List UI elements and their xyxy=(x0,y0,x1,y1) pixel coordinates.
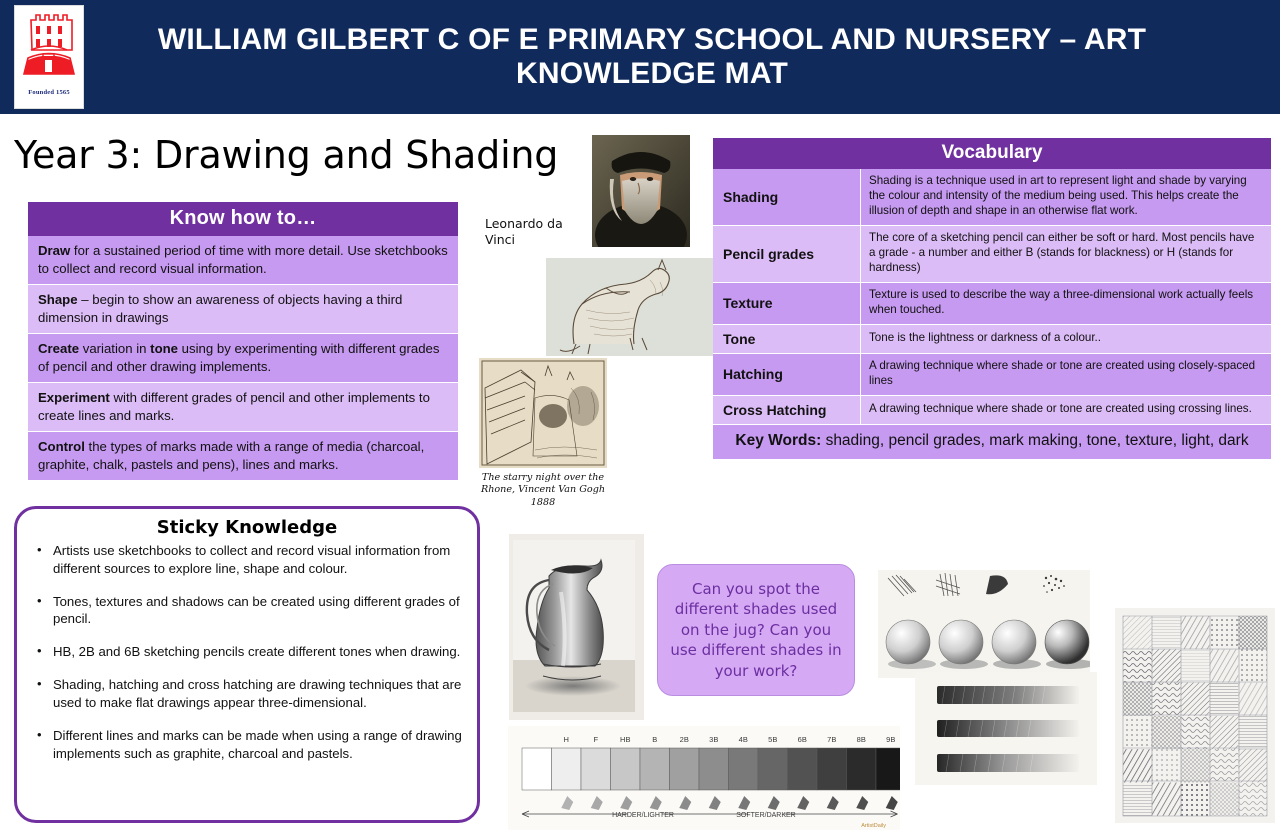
pencil-grade-label: 6B xyxy=(797,735,807,744)
vocabulary-row xyxy=(713,354,1271,396)
texture-grid-image xyxy=(1115,608,1275,823)
vocabulary-definition: A drawing technique where shade or tone are created using crossing lines. xyxy=(869,401,1252,415)
sticky-knowledge-item: • Tones, textures and shadows can be created using different grades of pencil. xyxy=(31,593,463,629)
page-title-banner: WILLIAM GILBERT C OF E PRIMARY SCHOOL AND NURSERY – ART KNOWLEDGE MAT xyxy=(157,23,1147,90)
horse-sketch-image xyxy=(546,258,714,356)
pencil-grade-scale xyxy=(508,726,900,830)
know-how-to-panel xyxy=(28,202,458,481)
vocabulary-definition: Shading is a technique used in art to represent light and shade by varying the colour and intensity of the medium being used. This helps create the illusion of depth and shape in an otherwise flat work. xyxy=(869,174,1247,217)
pencil-grade-label: 5B xyxy=(768,735,778,744)
know-how-to-item: Create variation in tone using by experimenting with different grades of pencil and other drawing implements. xyxy=(28,334,458,383)
pencil-grade-label: 2B xyxy=(679,735,689,744)
shading-spheres-image xyxy=(878,570,1090,678)
vocabulary-row xyxy=(713,325,1271,354)
sticky-knowledge-item: • HB, 2B and 6B sketching pencils create different tones when drawing. xyxy=(31,643,463,661)
sticky-knowledge-item: • Shading, hatching and cross hatching are drawing techniques that are used to make flat drawings appear three-dimensional. xyxy=(31,676,463,712)
know-how-to-heading: Know how to… xyxy=(28,202,458,236)
vocabulary-heading: Vocabulary xyxy=(713,138,1271,169)
vocabulary-panel xyxy=(713,138,1271,459)
vocabulary-definition: Tone is the lightness or darkness of a colour.. xyxy=(869,330,1102,344)
vocabulary-term: Cross Hatching xyxy=(713,396,861,424)
leonardo-portrait-caption: Leonardo da Vinci xyxy=(485,216,563,247)
know-how-to-item: Experiment with different grades of pencil and other implements to create lines and marks. xyxy=(28,383,458,432)
prompt-bubble-text: Can you spot the different shades used on the jug? Can you use different shades in your work? xyxy=(670,580,842,680)
vocabulary-term: Pencil grades xyxy=(713,226,861,282)
pencil-grade-label: 4B xyxy=(738,735,748,744)
know-how-to-item: Shape – begin to show an awareness of objects having a third dimension in drawings xyxy=(28,285,458,334)
vocabulary-term: Tone xyxy=(713,325,861,353)
sticky-knowledge-item: • Artists use sketchbooks to collect and record visual information from different sources to explore line, shape and colour. xyxy=(31,542,463,578)
sticky-knowledge-item: • Different lines and marks can be made when using a range of drawing implements such as graphite, charcoal and pastels. xyxy=(31,727,463,763)
know-how-to-list xyxy=(28,236,458,481)
logo-founded-text: Founded 1565 xyxy=(28,89,70,96)
graded-strokes-image xyxy=(915,672,1097,785)
vocabulary-row xyxy=(713,283,1271,325)
key-words-list: shading, pencil grades, mark making, tone, texture, light, dark xyxy=(825,431,1249,449)
rhone-sketch-caption: The starry night over the Rhone, Vincent Van Gogh 1888 xyxy=(480,472,606,508)
vocabulary-term: Shading xyxy=(713,169,861,225)
vocabulary-definition: The core of a sketching pencil can either be soft or hard. Most pencils have a grade - a number and either B (stands for blackness) or H (stands for hardness) xyxy=(869,230,1255,274)
rhone-sketch-image xyxy=(479,358,607,468)
sticky-knowledge-heading: Sticky Knowledge xyxy=(156,517,338,538)
pencil-grade-label: F xyxy=(593,735,599,744)
leonardo-portrait-image xyxy=(592,135,690,247)
vocabulary-definition: A drawing technique where shade or tone are created using closely-spaced lines xyxy=(869,358,1256,387)
vocabulary-table xyxy=(713,169,1271,425)
pencil-grade-label: 8B xyxy=(856,735,866,744)
scale-watermark: ArtistDaily xyxy=(861,823,886,829)
pencil-grade-label: 9B xyxy=(886,735,896,744)
vocabulary-row xyxy=(713,226,1271,283)
know-how-to-item: Draw for a sustained period of time with more detail. Use sketchbooks to collect and record visual information. xyxy=(28,236,458,285)
vocabulary-term: Texture xyxy=(713,283,861,324)
sticky-knowledge-panel xyxy=(14,506,480,823)
vocabulary-definition: Texture is used to describe the way a three-dimensional work actually feels when touched. xyxy=(869,287,1254,316)
castle-crest-icon xyxy=(20,10,78,88)
prompt-bubble xyxy=(657,564,855,696)
scale-softer-darker-label: SOFTER/DARKER xyxy=(736,812,796,819)
pencil-grade-label: HB xyxy=(620,735,631,744)
pencil-grade-label: B xyxy=(652,735,658,744)
know-how-to-item: Control the types of marks made with a range of media (charcoal, graphite, chalk, pastels and pens), lines and marks. xyxy=(28,432,458,481)
key-words-row xyxy=(713,425,1271,459)
page-header xyxy=(0,0,1280,114)
school-logo xyxy=(14,5,84,109)
jug-drawing-image xyxy=(509,534,644,720)
scale-harder-lighter-label: HARDER/LIGHTER xyxy=(612,812,674,819)
vocabulary-term: Hatching xyxy=(713,354,861,395)
pencil-grade-label: 3B xyxy=(709,735,719,744)
vocabulary-row xyxy=(713,169,1271,226)
page-title: Year 3: Drawing and Shading xyxy=(14,133,559,177)
pencil-grade-label: H xyxy=(563,735,569,744)
vocabulary-row xyxy=(713,396,1271,425)
sticky-knowledge-list xyxy=(31,542,463,762)
pencil-grade-label: 7B xyxy=(827,735,837,744)
key-words-label: Key Words: xyxy=(735,431,822,449)
